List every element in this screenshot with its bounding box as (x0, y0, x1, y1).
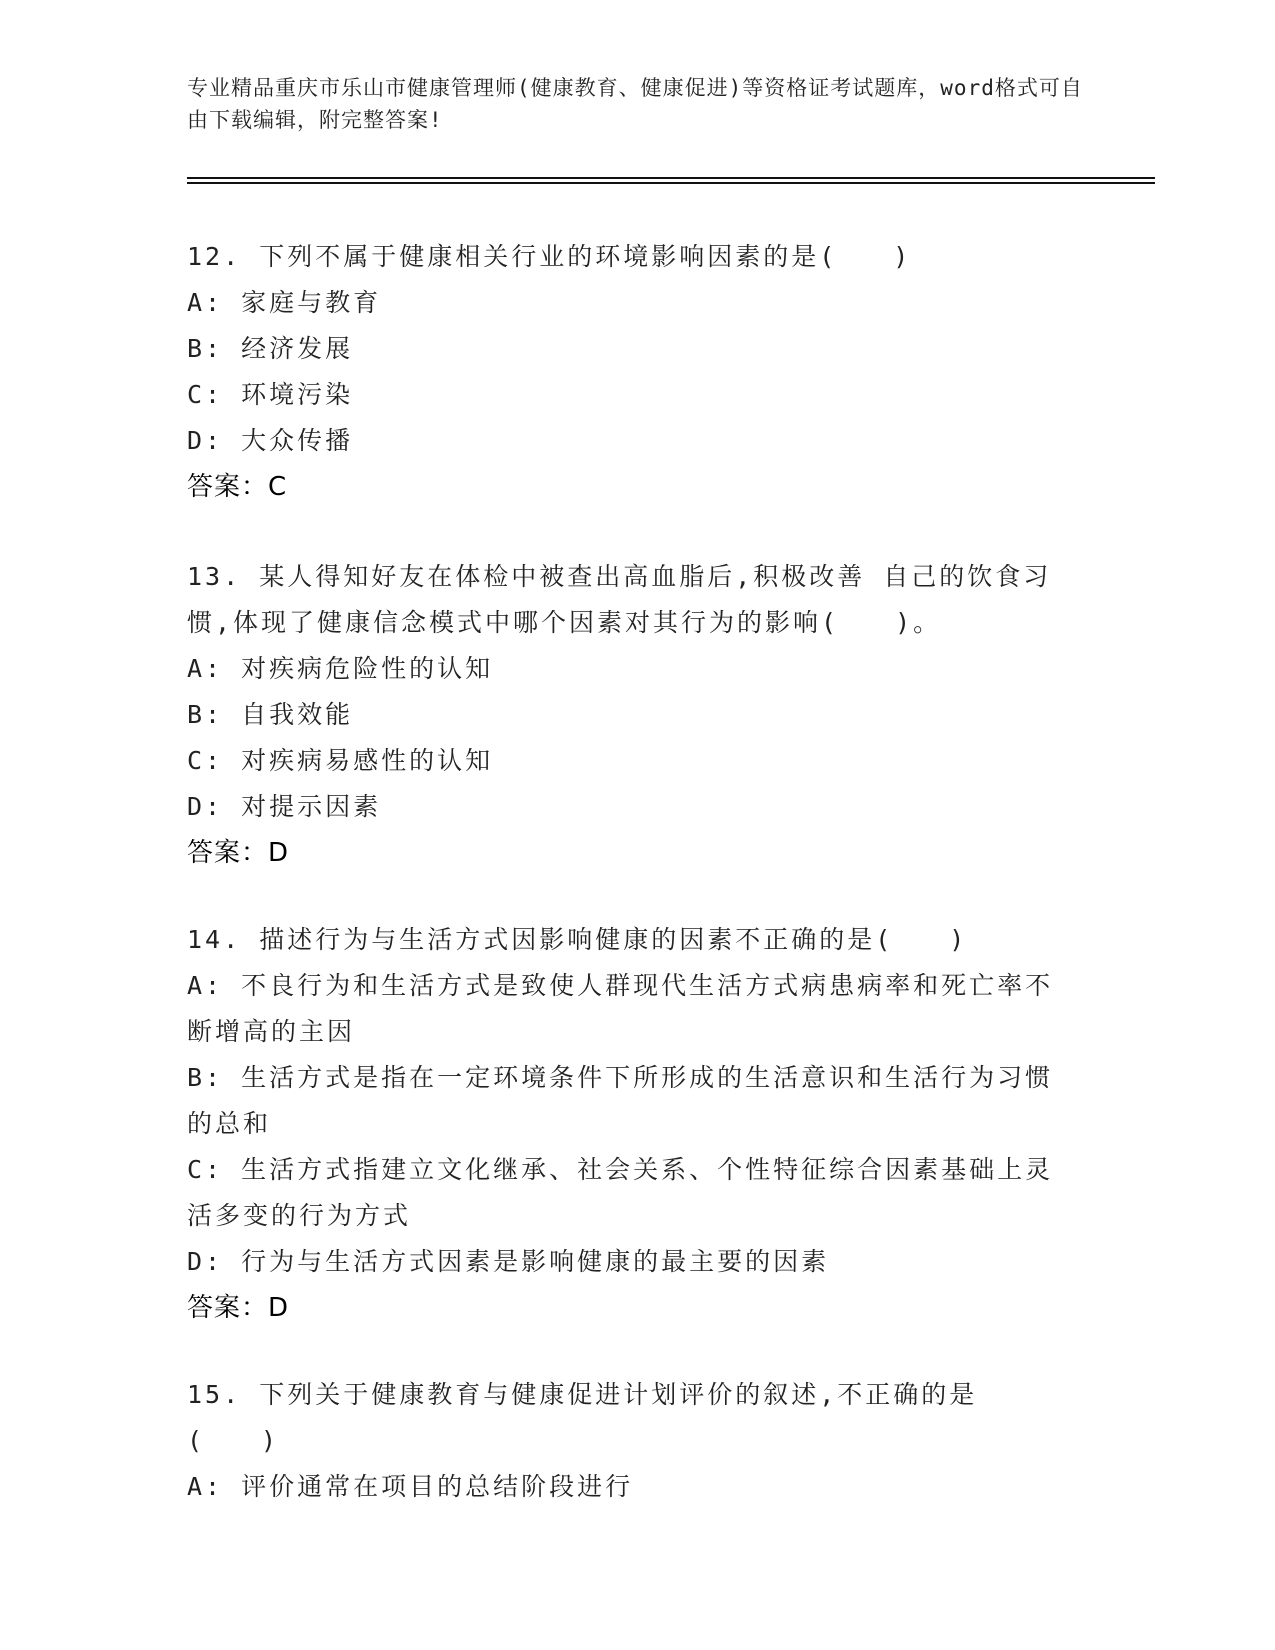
option-d: D: 行为与生活方式因素是影响健康的最主要的因素 (187, 1247, 830, 1276)
question-stem: 12. 下列不属于健康相关行业的环境影响因素的是( ) (187, 242, 912, 271)
question-12 (187, 234, 1067, 510)
option-b: B: 经济发展 (187, 334, 354, 363)
document-header: 专业精品重庆市乐山市健康管理师(健康教育、健康促进)等资格证考试题库，word格式可自由下载编辑，附完整答案! (187, 76, 1083, 132)
option-d: D: 对提示因素 (187, 792, 382, 821)
option-a: A: 不良行为和生活方式是致使人群现代生活方式病患病率和死亡率不断增高的主因 (187, 971, 1054, 1046)
header-divider-top (187, 177, 1155, 179)
header-divider-bottom (187, 182, 1155, 184)
answer: 答案：D (187, 838, 290, 868)
option-d: D: 大众传播 (187, 426, 354, 455)
option-c: C: 对疾病易感性的认知 (187, 746, 494, 775)
option-a: A: 对疾病危险性的认知 (187, 654, 494, 683)
question-15 (187, 1372, 1067, 1510)
option-a: A: 评价通常在项目的总结阶段进行 (187, 1472, 634, 1501)
option-b: B: 生活方式是指在一定环境条件下所形成的生活意识和生活行为习惯的总和 (187, 1063, 1054, 1138)
option-a: A: 家庭与教育 (187, 288, 382, 317)
option-c: C: 生活方式指建立文化继承、社会关系、个性特征综合因素基础上灵活多变的行为方式 (187, 1155, 1054, 1230)
question-stem: 13. 某人得知好友在体检中被查出高血脂后,积极改善 自己的饮食习惯,体现了健康信念模式中哪个因素对其行为的影响( )。 (187, 562, 1052, 637)
option-b: B: 自我效能 (187, 700, 354, 729)
question-14 (187, 917, 1067, 1331)
option-c: C: 环境污染 (187, 380, 354, 409)
answer: 答案：D (187, 1293, 290, 1323)
question-stem: 14. 描述行为与生活方式因影响健康的因素不正确的是( ) (187, 925, 968, 954)
question-13 (187, 554, 1067, 876)
answer: 答案：C (187, 472, 288, 502)
question-stem: 15. 下列关于健康教育与健康促进计划评价的叙述,不正确的是( ) (187, 1380, 978, 1455)
